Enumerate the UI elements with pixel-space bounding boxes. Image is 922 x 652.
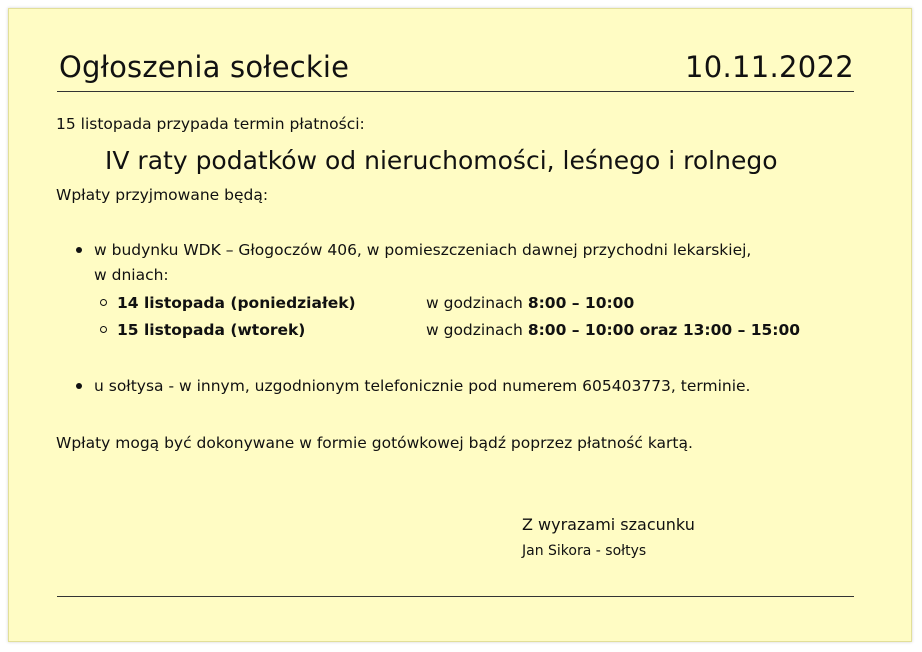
day-1-hours-time: 8:00 – 10:00 (527, 294, 635, 312)
day-2-hours-time-1: 8:00 – 10:00 (527, 321, 635, 339)
intro-text: 15 listopada przypada termin płatności: (56, 115, 365, 133)
notice-header (57, 45, 854, 92)
day-2-hours-time-2: 13:00 – 15:00 (682, 321, 801, 339)
day-1-hours-prefix: w godzinach (426, 294, 528, 312)
notice-date: 10.11.2022 (684, 50, 854, 84)
bullet-dot-icon (76, 383, 82, 389)
circle-bullet-icon (100, 326, 107, 333)
subject-heading: IV raty podatków od nieruchomości, leśnego i rolnego (105, 146, 778, 175)
sub-item-day-2 (100, 320, 801, 340)
bullet-item-wdk (76, 240, 751, 260)
bullet-wdk-line2: w dniach: (94, 266, 169, 284)
signature-closing: Z wyrazami szacunku (522, 515, 695, 534)
day-2-date: 15 listopada (wtorek) (117, 321, 306, 339)
bullet-item-soltys (76, 376, 751, 396)
notice-title: Ogłoszenia sołeckie (59, 50, 350, 84)
bullet-wdk-line1: w budynku WDK – Głogoczów 406, w pomieszczeniach dawnej przychodni lekarskiej, (94, 241, 752, 259)
payments-intro-text: Wpłaty przyjmowane będą: (56, 186, 269, 204)
footer-divider (57, 596, 854, 597)
notice-card (8, 8, 912, 642)
bullet-soltys-text: u sołtysa - w innym, uzgodnionym telefonicznie pod numerem 605403773, terminie. (94, 377, 751, 395)
day-1-hours (426, 293, 634, 313)
circle-bullet-icon (100, 299, 107, 306)
payment-methods-text: Wpłaty mogą być dokonywane w formie gotówkowej bądź poprzez płatność kartą. (56, 434, 693, 452)
day-1-date: 14 listopada (poniedziałek) (117, 294, 356, 312)
bullet-dot-icon (76, 247, 82, 253)
day-2-hours (426, 320, 800, 340)
day-2-hours-prefix: w godzinach (426, 321, 528, 339)
day-2-hours-connector: oraz (634, 321, 683, 339)
signature-name: Jan Sikora - sołtys (522, 543, 647, 559)
sub-item-day-1 (100, 293, 635, 313)
